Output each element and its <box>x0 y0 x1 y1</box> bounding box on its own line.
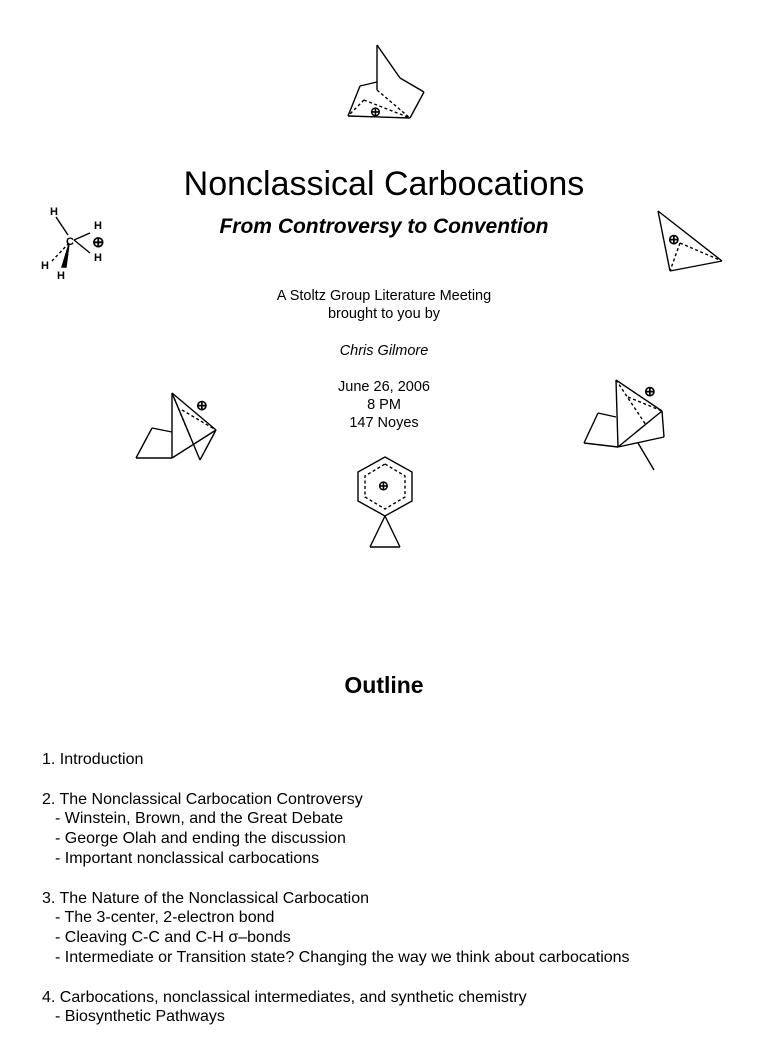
outline-section-title: 3. The Nature of the Nonclassical Carbocation <box>42 889 369 907</box>
page-title: Nonclassical Carbocations <box>183 165 585 203</box>
outline-item: - Winstein, Brown, and the Great Debate <box>55 810 344 828</box>
outline-item: - The 3-center, 2-electron bond <box>55 909 275 927</box>
svg-text:H: H <box>50 206 58 218</box>
outline-list <box>42 750 762 1047</box>
charge-symbol: ⊕ <box>92 234 105 251</box>
outline-section <box>42 889 762 968</box>
charge-symbol: ⊕ <box>370 104 381 119</box>
outline-heading: Outline <box>344 672 424 698</box>
spirocyclohexadienyl-structure <box>350 453 420 553</box>
svg-text:H: H <box>57 270 65 282</box>
outline-item: - Biosynthetic Pathways <box>55 1008 225 1026</box>
outline-section-title: 2. The Nonclassical Carbocation Controversy <box>42 790 363 808</box>
svg-text:H: H <box>94 252 102 264</box>
svg-text:C: C <box>66 236 74 248</box>
svg-text:H: H <box>94 220 102 232</box>
charge-symbol: ⊕ <box>378 478 389 493</box>
outline-section <box>42 790 762 869</box>
outline-item: - Cleaving C-C and C-H σ–bonds <box>55 929 291 947</box>
outline-section <box>42 750 762 770</box>
page-subtitle: From Controversy to Convention <box>219 215 549 238</box>
outline-section-title: 1. Introduction <box>42 751 144 768</box>
brought-by-line: brought to you by <box>327 306 441 322</box>
charge-symbol: ⊕ <box>668 231 680 247</box>
outline-item: - George Olah and ending the discussion <box>55 830 346 848</box>
meeting-location: 147 Noyes <box>349 415 419 431</box>
norbornyl-cation-structure-top <box>340 40 430 125</box>
author-name: Chris Gilmore <box>339 343 429 359</box>
outline-item: - Important nonclassical carbocations <box>55 849 320 867</box>
outline-section-title: 4. Carbocations, nonclassical intermediates, and synthetic chemistry <box>42 988 527 1006</box>
meeting-line: A Stoltz Group Literature Meeting <box>276 288 492 304</box>
charge-symbol: ⊕ <box>644 383 656 399</box>
outline-section <box>42 988 762 1028</box>
svg-text:H: H <box>41 260 49 272</box>
outline-item: - Intermediate or Transition state? Changing the way we think about carbocations <box>55 948 630 966</box>
meeting-time: 8 PM <box>367 397 401 413</box>
charge-symbol: ⊕ <box>196 397 208 413</box>
meeting-date: June 26, 2006 <box>338 379 430 395</box>
